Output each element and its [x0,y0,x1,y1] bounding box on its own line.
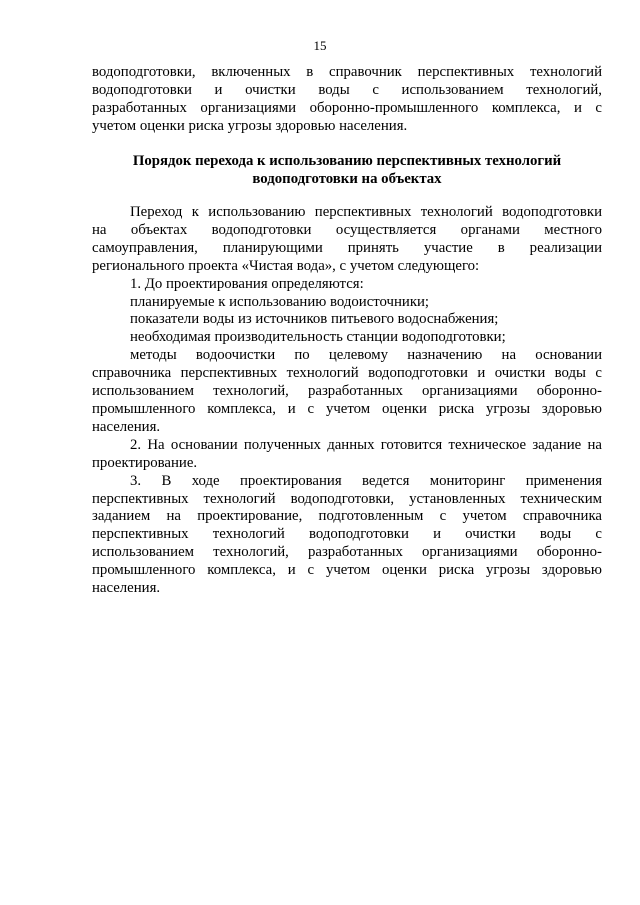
text-line: заданием на проектирование, подготовленным с учетом справочника [92,508,602,525]
text-line: населения. [92,580,161,597]
list-subitem [92,329,602,347]
text-line: методы водоочистки по целевому назначению на основании [130,347,602,364]
paragraph [92,64,602,136]
text-line: проектирование. [92,454,198,471]
text-line: перспективных технологий водоподготовки и очистки воды с [92,526,602,543]
page-number: 15 [313,38,327,53]
paragraph-transition [92,204,602,276]
text-line: на объектах водоподготовки осуществляется органами местного [92,221,602,238]
main-text [92,204,602,598]
text-line: 3. В ходе проектирования ведется мониторинг применения [130,472,602,489]
heading-line: Порядок перехода к использованию перспективных технологий [132,153,562,169]
text-line: регионального проекта «Чистая вода», с учетом следующего: [92,257,480,274]
text-line: использованием технологий, разработанных организациями оборонно- [92,544,602,561]
text-line: справочника перспективных технологий водоподготовки и очистки воды с [92,365,602,382]
text-line: планируемые к использованию водоисточники; [130,293,430,310]
text-line: необходимая производительность станции водоподготовки; [130,329,506,346]
text-line: населения. [92,418,161,435]
list-item-3 [92,473,602,598]
text-line: 2. На основании полученных данных готовится техническое задание на [130,436,602,453]
text-line: самоуправления, планирующими принять участие в реализации [92,239,602,256]
text-line: учетом оценки риска угрозы здоровью населения. [92,117,408,134]
section-heading [92,153,602,189]
list-subitem [92,347,602,437]
list-item-1 [92,276,602,294]
text-line: промышленного комплекса, и с учетом оценки риска угрозы здоровью [92,562,602,579]
text-line: использованием технологий, разработанных организациями оборонно- [92,383,602,400]
text-line: перспективных технологий водоподготовки, установленных техническим [92,490,602,507]
text-line: 1. До проектирования определяются: [130,275,364,292]
text-line: промышленного комплекса, и с учетом оценки риска угрозы здоровью [92,400,602,417]
intro-paragraph [92,64,602,136]
text-line: разработанных организациями оборонно-промышленного комплекса, и с [92,99,602,116]
list-subitem [92,294,602,312]
text-line: показатели воды из источников питьевого водоснабжения; [130,311,499,328]
text-line: Переход к использованию перспективных технологий водоподготовки [130,204,602,220]
heading-line: водоподготовки на объектах [252,170,442,187]
list-subitem [92,311,602,329]
text-line: водоподготовки и очистки воды с использованием технологий, [92,81,602,98]
text-line: водоподготовки, включенных в справочник перспективных технологий [92,64,602,80]
list-item-2 [92,437,602,473]
